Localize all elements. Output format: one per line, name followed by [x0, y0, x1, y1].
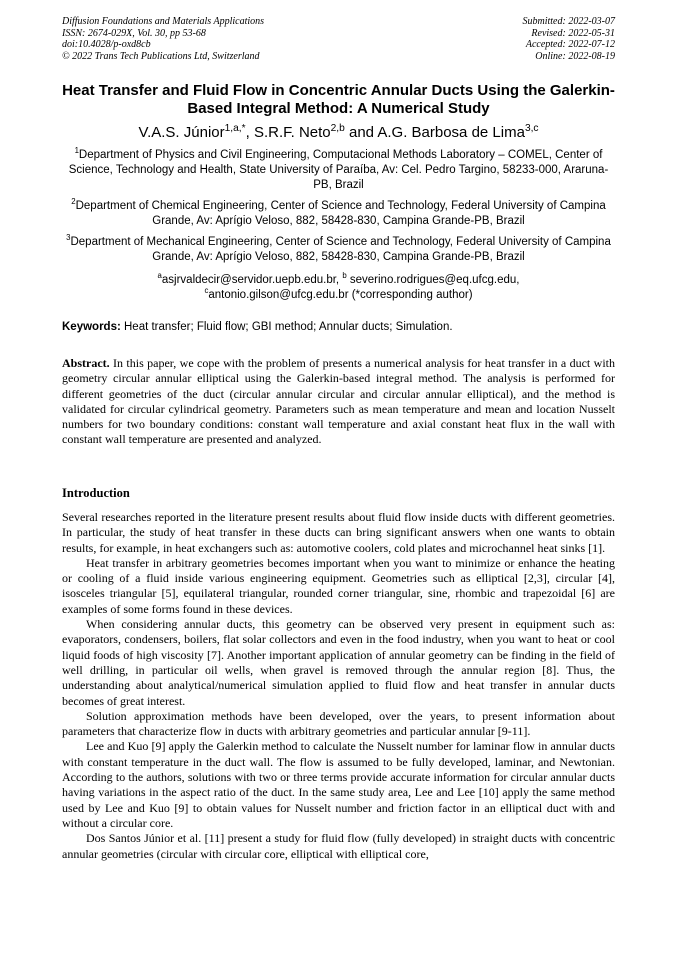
affiliation-3-text: Department of Mechanical Engineering, Center of Science and Technology, Federal University of Campina Grande, Av: Aprígio Veloso, 882, 58428-830, Campina Grande-PB, Brazil	[70, 236, 611, 263]
author-3: A.G. Barbosa de Lima	[377, 124, 525, 141]
author-1-sup: 1,a,*	[224, 123, 246, 134]
intro-paragraph-1: Several researches reported in the literature present results about fluid flow inside ducts with different geometries. In particular, the study of heat transfer in these ducts can bring significant answers when one wants to obtain results, for example, in heat exchangers such as: automotive coolers, cold plates and microchannel heat sinks [1].	[62, 510, 615, 555]
author-3-sup: 3,c	[524, 123, 539, 134]
intro-paragraph-3: When considering annular ducts, this geometry can be observed very present in equipment such as: evaporators, condensers, boilers, flat solar collectors and even in the food industry, when you want to heat or cool liquid foods of high viscosity [7]. Another important application of annular geometry can be finding in the field of well drilling, in particular oil wells, when gravel is removed through the annular region [8]. Thus, the understanding about analytical/numerical simulation applied to fluid flow and heat transfer in annular ducts becomes of great interest.	[62, 617, 615, 708]
affiliation-1-num: 1	[74, 146, 79, 156]
section-heading-introduction: Introduction	[62, 486, 130, 500]
journal-name: Diffusion Foundations and Materials Applications	[62, 16, 265, 27]
abstract-label: Abstract.	[62, 356, 110, 370]
author-sep-2: and	[344, 124, 378, 141]
email-list	[62, 273, 615, 303]
abstract	[62, 356, 615, 448]
email-a-sup: a	[157, 271, 162, 281]
copyright: © 2022 Trans Tech Publications Ltd, Switzerland	[62, 50, 260, 62]
affiliation-3-num: 3	[66, 233, 71, 243]
author-2: S.R.F. Neto	[253, 124, 331, 141]
email-b: severino.rodrigues@eq.ufcg.edu,	[346, 274, 520, 286]
affiliation-1-text: Department of Physics and Civil Engineering, Computacional Methods Laboratory – COMEL, Center of Science, Technology and Health, State University of Paraíba, Av: Cel. Pedro Targino, 58233-000, Araruna-PB, Brazil	[68, 149, 609, 191]
paper-title: Heat Transfer and Fluid Flow in Concentric Annular Ducts Using the Galerkin-Based Integral Method: A Numerical Study	[62, 82, 615, 117]
keywords-text: Heat transfer; Fluid flow; GBI method; Annular ducts; Simulation.	[120, 321, 453, 333]
email-a: asjrvaldecir@servidor.uepb.edu.br,	[161, 274, 343, 286]
affiliation-2	[62, 199, 615, 229]
author-list	[62, 123, 615, 142]
header-right	[523, 16, 616, 62]
keywords	[62, 320, 453, 334]
title-block	[62, 82, 615, 303]
issn: ISSN: 2674-029X, Vol. 30, pp 53-68	[62, 27, 206, 39]
email-c: antonio.gilson@ufcg.edu.br (*corresponding author)	[208, 289, 473, 301]
revised-date: Revised: 2022-05-31	[531, 27, 615, 39]
intro-paragraph-5: Lee and Kuo [9] apply the Galerkin method to calculate the Nusselt number for laminar flow in annular ducts with constant temperature in the duct wall. The flow is assumed to be fully developed, laminar, and Newtonian. According to the authors, solutions with two or three terms provide accurate information for circular annular ducts having variations in the aspect ratio of the duct. In the same study area, Lee and Lee [10] apply the same method used by Lee and Kuo [9] to obtain values for Nusselt number and friction factor in an elliptical duct with and without a circular core.	[62, 739, 615, 830]
abstract-text: In this paper, we cope with the problem of presents a numerical analysis for heat transfer in a duct with geometry circular annular elliptical using the Galerkin-based integral method. The analysis is performed for different geometries of the duct (circular annular circular and circular annular elliptical), and the method is validated for circular cylindrical geometry. Parameters such as mean temperature and mean and location Nusselt numbers for two boundary conditions: constant wall temperature and axial constant heat flux in the wall with constant wall temperature are presented and analyzed.	[62, 356, 615, 447]
online-date: Online: 2022-08-19	[535, 50, 615, 62]
affiliation-1	[62, 148, 615, 193]
submitted-date: Submitted: 2022-03-07	[522, 16, 615, 27]
email-c-sup: c	[204, 286, 209, 296]
affiliation-2-text: Department of Chemical Engineering, Center of Science and Technology, Federal University of Campina Grande, Av: Aprígio Veloso, 882, 58428-830, Campina Grande-PB, Brazil	[75, 200, 606, 227]
affiliation-2-num: 2	[71, 197, 76, 207]
intro-paragraph-4: Solution approximation methods have been developed, over the years, to present information about parameters that characterize flow in ducts with arbitrary geometries and particular annular [9-11].	[62, 708, 615, 739]
header-left	[62, 16, 264, 62]
author-2-sup: 2,b	[330, 123, 345, 134]
email-b-sup: b	[342, 271, 347, 281]
introduction-body	[62, 510, 615, 862]
author-1: V.A.S. Júnior	[138, 124, 225, 141]
accepted-date: Accepted: 2022-07-12	[525, 39, 615, 50]
keywords-label: Keywords:	[62, 321, 121, 333]
author-sep-1: ,	[245, 124, 254, 141]
doi: doi:10.4028/p-oxd8cb	[62, 39, 151, 50]
affiliation-3	[62, 235, 615, 265]
intro-paragraph-2: Heat transfer in arbitrary geometries becomes important when you want to minimize or enhance the heating or cooling of a fluid inside various engineering equipment. Geometries such as elliptical [2,3], circular [4], isosceles triangular [5], equilateral triangular, rounded corner triangular, sine, rhombic and trapezoidal [6] are examples of some forms found in these devices.	[62, 555, 615, 616]
intro-paragraph-6: Dos Santos Júnior et al. [11] present a study for fluid flow (fully developed) in straight ducts with concentric annular geometries (circular with circular core, elliptical with elliptical core,	[62, 831, 615, 861]
